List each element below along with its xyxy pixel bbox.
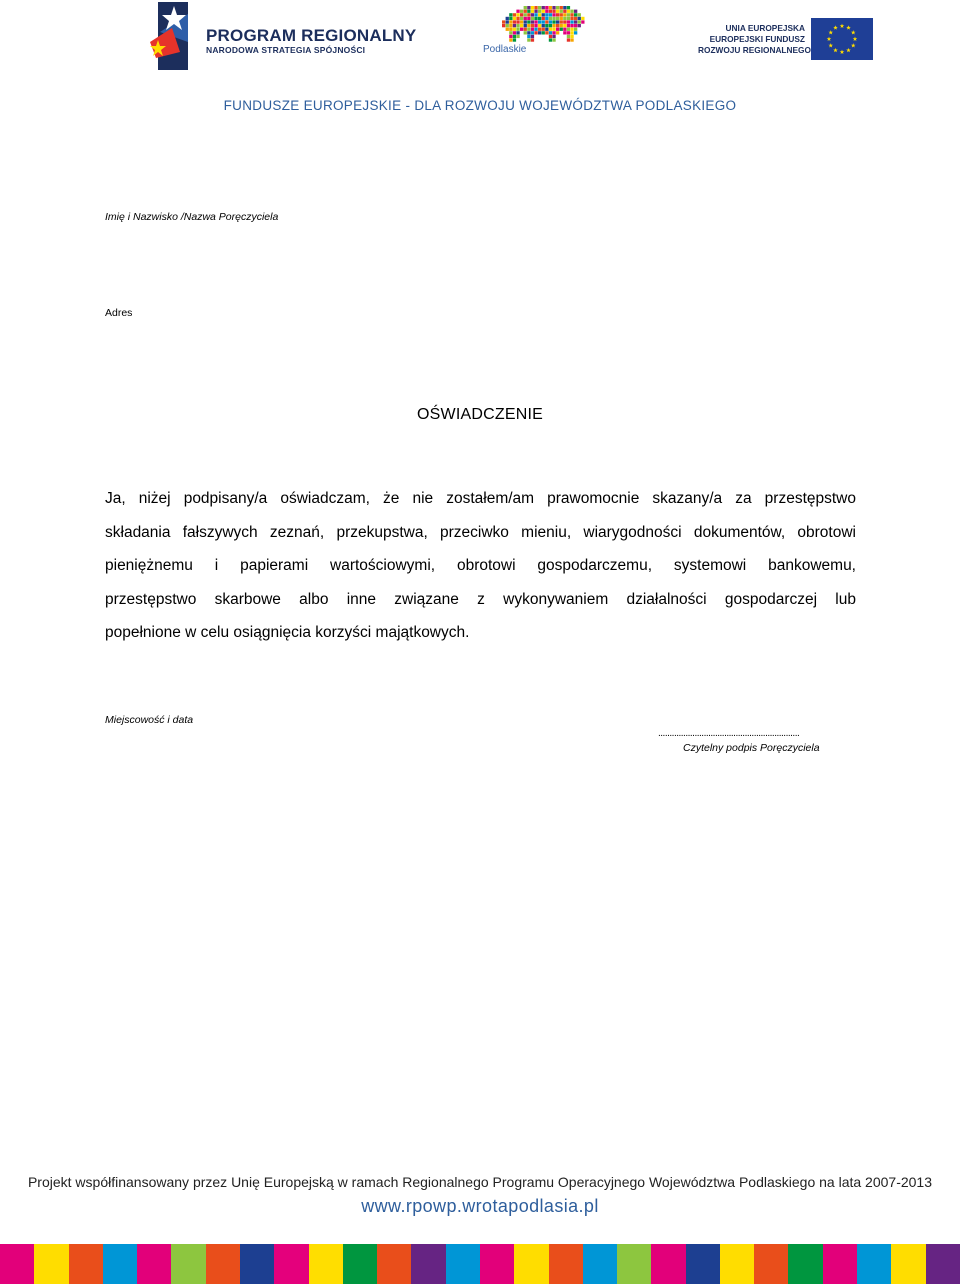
mosaic-tile: [542, 20, 545, 23]
mosaic-tile: [574, 24, 577, 27]
mosaic-tile: [524, 10, 527, 13]
mosaic-tile: [552, 20, 555, 23]
mosaic-tile: [578, 20, 581, 23]
eu-line3: ROZWOJU REGIONALNEGO: [698, 45, 811, 55]
mosaic-tile: [513, 13, 516, 16]
color-stripe: [446, 1244, 480, 1284]
mosaic-tile: [516, 31, 519, 34]
mosaic-tile: [552, 17, 555, 20]
mosaic-tile: [556, 13, 559, 16]
mosaic-tile: [545, 17, 548, 20]
mosaic-tile: [567, 20, 570, 23]
color-stripe: [926, 1244, 960, 1284]
eu-line2: EUROPEJSKI FUNDUSZ: [709, 34, 805, 44]
mosaic-tile: [527, 38, 530, 41]
color-stripe: [206, 1244, 240, 1284]
mosaic-tile: [509, 31, 512, 34]
mosaic-tile: [563, 10, 566, 13]
mosaic-tile: [552, 35, 555, 38]
mosaic-tile: [567, 24, 570, 27]
mosaic-tile: [524, 6, 527, 9]
color-stripe: [549, 1244, 583, 1284]
color-stripe: [377, 1244, 411, 1284]
mosaic-tile: [506, 20, 509, 23]
mosaic-tile: [567, 13, 570, 16]
eu-text: [698, 23, 811, 56]
mosaic-tile: [538, 28, 541, 31]
mosaic-tile: [534, 10, 537, 13]
color-stripe: [857, 1244, 891, 1284]
mosaic-tile: [570, 31, 573, 34]
eu-line1: UNIA EUROPEJSKA: [725, 23, 805, 33]
mosaic-tile: [545, 20, 548, 23]
mosaic-tile: [570, 20, 573, 23]
mosaic-tile: [524, 24, 527, 27]
signature-line: ..............................................................: [658, 728, 800, 739]
mosaic-tile: [516, 35, 519, 38]
mosaic-tile: [552, 10, 555, 13]
mosaic-tile: [516, 24, 519, 27]
mosaic-tile: [516, 28, 519, 31]
footer-color-stripes: [0, 1244, 960, 1284]
mosaic-tile: [509, 17, 512, 20]
mosaic-tile: [502, 20, 505, 23]
mosaic-tile: [534, 17, 537, 20]
mosaic-tile: [509, 35, 512, 38]
mosaic-tile: [538, 10, 541, 13]
mosaic-tile: [549, 24, 552, 27]
mosaic-tile: [556, 10, 559, 13]
mosaic-tile: [531, 6, 534, 9]
color-stripe: [891, 1244, 925, 1284]
mosaic-tile: [513, 24, 516, 27]
mosaic-tile: [549, 6, 552, 9]
mosaic-tile: [534, 24, 537, 27]
mosaic-tile: [520, 28, 523, 31]
mosaic-tile: [538, 6, 541, 9]
mosaic-tile: [545, 24, 548, 27]
mosaic-tile: [563, 13, 566, 16]
mosaic-tile: [531, 38, 534, 41]
mosaic-tile: [545, 28, 548, 31]
mosaic-tile: [556, 24, 559, 27]
program-regionalny-logo: [150, 2, 417, 72]
mosaic-tile: [556, 6, 559, 9]
mosaic-tile: [531, 24, 534, 27]
mosaic-tile: [581, 17, 584, 20]
mosaic-tile: [570, 38, 573, 41]
color-stripe: [309, 1244, 343, 1284]
mosaic-tile: [578, 17, 581, 20]
mosaic-tile: [556, 31, 559, 34]
mosaic-tile: [560, 6, 563, 9]
mosaic-tile: [574, 20, 577, 23]
place-date-label: Miejscowość i data: [105, 714, 194, 726]
mosaic-tile: [531, 20, 534, 23]
mosaic-tile: [534, 13, 537, 16]
color-stripe: [788, 1244, 822, 1284]
mosaic-tile: [534, 28, 537, 31]
mosaic-tile: [545, 13, 548, 16]
mosaic-tile: [542, 6, 545, 9]
name-label: Imię i Nazwisko /Nazwa Poręczyciela: [105, 211, 279, 223]
mosaic-tile: [513, 20, 516, 23]
mosaic-tile: [567, 17, 570, 20]
mosaic-tile: [560, 20, 563, 23]
mosaic-tile: [570, 10, 573, 13]
signature-label: Czytelny podpis Poręczyciela: [683, 742, 820, 754]
mosaic-tile: [531, 28, 534, 31]
color-stripe: [343, 1244, 377, 1284]
color-stripe: [69, 1244, 103, 1284]
funds-slogan: FUNDUSZE EUROPEJSKIE - DLA ROZWOJU WOJEWÓDZTWA PODLASKIEGO: [223, 98, 737, 113]
program-subtitle: NARODOWA STRATEGIA SPÓJNOŚCI: [206, 45, 366, 55]
mosaic-tile: [549, 38, 552, 41]
statement-line: składania fałszywych zeznań, przekupstwa, przeciwko mieniu, wiarygodności dokumentów, obrotowi: [105, 523, 856, 541]
mosaic-tile: [552, 28, 555, 31]
mosaic-tile: [524, 31, 527, 34]
mosaic-tile: [567, 35, 570, 38]
mosaic-tile: [527, 28, 530, 31]
mosaic-tile: [563, 24, 566, 27]
mosaic-tile: [520, 10, 523, 13]
mosaic-tile: [574, 10, 577, 13]
color-stripe: [0, 1244, 34, 1284]
statement-line: przestępstwo skarbowe albo inne związane z wykonywaniem działalności gospodarczej lub: [105, 590, 856, 608]
mosaic-tile: [552, 38, 555, 41]
mosaic-tile: [574, 17, 577, 20]
mosaic-tile: [527, 6, 530, 9]
mosaic-tile: [542, 24, 545, 27]
color-stripe: [103, 1244, 137, 1284]
mosaic-tile: [513, 17, 516, 20]
eu-flag-icon: [811, 18, 873, 60]
mosaic-tile: [563, 20, 566, 23]
color-stripe: [274, 1244, 308, 1284]
mosaic-tile: [560, 24, 563, 27]
mosaic-tile: [516, 17, 519, 20]
mosaic-tile: [516, 13, 519, 16]
mosaic-tile: [513, 35, 516, 38]
nss-emblem-icon: [150, 2, 192, 70]
mosaic-tile: [567, 38, 570, 41]
mosaic-tile: [570, 35, 573, 38]
mosaic-tile: [513, 38, 516, 41]
mosaic-tile: [527, 24, 530, 27]
color-stripe: [583, 1244, 617, 1284]
mosaic-tile: [502, 24, 505, 27]
mosaic-tile: [513, 28, 516, 31]
mosaic-tile: [570, 13, 573, 16]
mosaic-tile: [563, 31, 566, 34]
mosaic-tile: [574, 28, 577, 31]
color-stripe: [411, 1244, 445, 1284]
program-title: PROGRAM REGIONALNY: [206, 26, 417, 45]
eu-logo: [698, 18, 878, 62]
document-title: OŚWIADCZENIE: [417, 406, 543, 423]
mosaic-tile: [552, 13, 555, 16]
mosaic-tile: [542, 28, 545, 31]
mosaic-tile: [534, 31, 537, 34]
mosaic-tile: [527, 35, 530, 38]
mosaic-tile: [520, 20, 523, 23]
mosaic-tile: [560, 28, 563, 31]
mosaic-tile: [560, 10, 563, 13]
color-stripe: [651, 1244, 685, 1284]
mosaic-tile: [506, 28, 509, 31]
mosaic-tile: [552, 6, 555, 9]
address-label: Adres: [105, 307, 133, 319]
mosaic-tile: [563, 6, 566, 9]
mosaic-tile: [567, 6, 570, 9]
color-stripe: [171, 1244, 205, 1284]
mosaic-tile: [531, 31, 534, 34]
mosaic-tile: [542, 13, 545, 16]
mosaic-tile: [509, 28, 512, 31]
region-name: Podlaskie: [483, 44, 527, 55]
mosaic-tile: [520, 24, 523, 27]
color-stripe: [514, 1244, 548, 1284]
mosaic-tile: [527, 17, 530, 20]
mosaic-tile: [563, 28, 566, 31]
mosaic-tile: [567, 31, 570, 34]
mosaic-tile: [531, 17, 534, 20]
mosaic-tile: [538, 31, 541, 34]
mosaic-tile: [509, 13, 512, 16]
mosaic-tile: [534, 20, 537, 23]
mosaic-tile: [567, 10, 570, 13]
mosaic-tile: [549, 35, 552, 38]
mosaic-tile: [527, 31, 530, 34]
mosaic-tile: [524, 20, 527, 23]
mosaic-tile: [509, 24, 512, 27]
mosaic-tile: [552, 31, 555, 34]
mosaic-tile: [506, 24, 509, 27]
mosaic-tile: [549, 28, 552, 31]
mosaic-tile: [556, 28, 559, 31]
color-stripe: [823, 1244, 857, 1284]
mosaic-tile: [516, 20, 519, 23]
statement-line: pieniężnemu i papierami wartościowymi, obrotowi gospodarczemu, systemowi bankowemu,: [105, 557, 856, 574]
color-stripe: [686, 1244, 720, 1284]
color-stripe: [137, 1244, 171, 1284]
color-stripe: [34, 1244, 68, 1284]
cofinance-text: Projekt współfinansowany przez Unię Europejską w ramach Regionalnego Programu Operacyjnego Województwa Podlaskiego na lata 2007-2013: [27, 1174, 933, 1190]
mosaic-tile: [578, 13, 581, 16]
mosaic-tile: [567, 28, 570, 31]
mosaic-tile: [563, 17, 566, 20]
mosaic-tile: [574, 31, 577, 34]
mosaic-tile: [560, 17, 563, 20]
mosaic-tile: [560, 13, 563, 16]
color-stripe: [720, 1244, 754, 1284]
mosaic-tile: [531, 13, 534, 16]
color-stripe: [754, 1244, 788, 1284]
mosaic-tile: [549, 20, 552, 23]
mosaic-tile: [542, 17, 545, 20]
mosaic-tile: [570, 24, 573, 27]
statement-paragraph: [105, 482, 856, 650]
mosaic-tile: [538, 24, 541, 27]
mosaic-tile: [524, 17, 527, 20]
mosaic-tile: [524, 13, 527, 16]
mosaic-tile: [549, 13, 552, 16]
mosaic-tile: [509, 38, 512, 41]
mosaic-tile: [545, 31, 548, 34]
mosaic-tile: [538, 13, 541, 16]
mosaic-tile: [556, 17, 559, 20]
mosaic-tile: [549, 31, 552, 34]
mosaic-tile: [527, 20, 530, 23]
mosaic-tile: [581, 20, 584, 23]
mosaic-tile: [542, 31, 545, 34]
mosaic-tile: [509, 20, 512, 23]
statement-line: Ja, niżej podpisany/a oświadczam, że nie zostałem/am prawomocnie skazany/a za przestępstwo: [105, 490, 856, 507]
mosaic-tile: [520, 13, 523, 16]
mosaic-tile: [524, 28, 527, 31]
mosaic-tile: [574, 13, 577, 16]
mosaic-tile: [549, 10, 552, 13]
mosaic-tile: [516, 10, 519, 13]
mosaic-tile: [542, 10, 545, 13]
mosaic-tile: [527, 10, 530, 13]
footer-url[interactable]: www.rpowp.wrotapodlasia.pl: [361, 1196, 599, 1216]
color-stripe: [617, 1244, 651, 1284]
mosaic-tile: [527, 13, 530, 16]
mosaic-tile: [506, 17, 509, 20]
mosaic-tile: [534, 6, 537, 9]
color-stripe: [480, 1244, 514, 1284]
mosaic-tile: [552, 24, 555, 27]
mosaic-tile: [545, 10, 548, 13]
mosaic-tile: [570, 28, 573, 31]
mosaic-tile: [538, 20, 541, 23]
mosaic-tile: [545, 6, 548, 9]
mosaic-tile: [513, 31, 516, 34]
mosaic-tile: [570, 17, 573, 20]
mosaic-tile: [531, 10, 534, 13]
color-stripe: [240, 1244, 274, 1284]
mosaic-tile: [531, 35, 534, 38]
mosaic-tile: [538, 17, 541, 20]
mosaic-tile: [578, 24, 581, 27]
statement-line: popełnione w celu osiągnięcia korzyści majątkowych.: [105, 624, 470, 641]
mosaic-tile: [556, 20, 559, 23]
mosaic-tile: [520, 17, 523, 20]
mosaic-tile: [549, 17, 552, 20]
